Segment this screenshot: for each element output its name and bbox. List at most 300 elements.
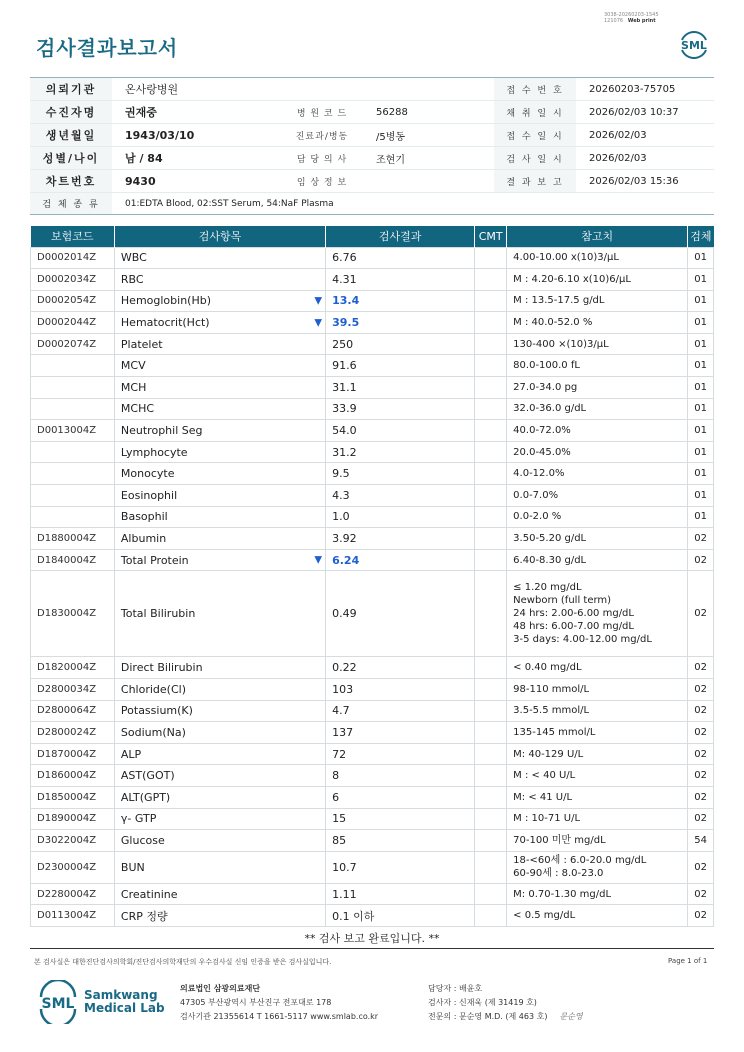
reference-line: 0.0-2.0 % <box>513 511 562 523</box>
cell-result: 6.76 <box>326 247 475 269</box>
reference-line: 60-90세 : 8.0-23.0 <box>513 868 604 880</box>
cell-result: 4.7 <box>326 700 475 722</box>
cell-item <box>114 312 325 334</box>
value-sex-age: 남 / 84 <box>125 152 163 165</box>
cell-cmt <box>475 905 507 927</box>
item-name: Sodium(Na) <box>120 725 186 739</box>
reference-line: 4.00-10.00 x(10)3/μL <box>513 252 619 264</box>
reference-line: 3-5 days: 4.00-12.00 mg/dL <box>513 634 652 646</box>
cell-result: 72 <box>326 743 475 765</box>
cell-specimen: 02 <box>688 743 714 765</box>
cell-reference <box>507 312 688 334</box>
cell-specimen: 01 <box>688 269 714 291</box>
cell-code: D2800064Z <box>31 700 115 722</box>
label-receipt-date: 접 수 일 시 <box>494 124 576 146</box>
cell-code: D1860004Z <box>31 765 115 787</box>
table-row <box>31 786 714 808</box>
cell-cmt <box>475 679 507 701</box>
value-dept: /5병동 <box>376 131 406 143</box>
item-name: Total Protein <box>120 553 189 567</box>
brand-line2: Medical Lab <box>84 1001 165 1015</box>
cell-reference <box>507 528 688 550</box>
item-name: Platelet <box>120 337 163 351</box>
reference-line: 24 hrs: 2.00-6.00 mg/dL <box>513 608 634 620</box>
cell-code: D3022004Z <box>31 830 115 852</box>
cell-code: D2800024Z <box>31 722 115 744</box>
cell-cmt <box>475 441 507 463</box>
cell-reference <box>507 722 688 744</box>
item-name: AST(GOT) <box>120 769 175 783</box>
cell-cmt <box>475 247 507 269</box>
low-flag-icon: ▼ <box>314 554 323 566</box>
item-name: CRP 정량 <box>120 909 168 923</box>
reference-line: ≤ 1.20 mg/dL <box>513 582 582 594</box>
cell-cmt <box>475 485 507 507</box>
cell-reference <box>507 830 688 852</box>
cell-reference <box>507 398 688 420</box>
label-hospital: 의뢰기관 <box>30 78 112 100</box>
cell-code: D1870004Z <box>31 743 115 765</box>
info-row <box>30 78 714 101</box>
cell-result: 39.5 <box>326 312 475 334</box>
cell-result: 0.22 <box>326 657 475 679</box>
item-name: γ- GTP <box>120 812 157 826</box>
cell-code: D2280004Z <box>31 883 115 905</box>
staff-tester: 검사자 : 신재욱 (제 31419 호) <box>428 998 537 1007</box>
label-clinical: 임 상 정 보 <box>296 177 348 188</box>
cell-code: D1880004Z <box>31 528 115 550</box>
cell-specimen: 01 <box>688 441 714 463</box>
cell-result: 54.0 <box>326 420 475 442</box>
cell-specimen: 02 <box>688 722 714 744</box>
cell-reference <box>507 247 688 269</box>
reference-line: < 0.40 mg/dL <box>513 662 582 674</box>
label-receipt-no: 접 수 번 호 <box>494 78 576 100</box>
cell-item <box>114 485 325 507</box>
document-code <box>604 12 659 24</box>
item-name: Albumin <box>120 532 167 546</box>
staff-specialist: 전문의 : 문순영 M.D. (제 463 호) <box>428 1012 548 1021</box>
cell-code: D0002044Z <box>31 312 115 334</box>
cell-code <box>31 398 115 420</box>
cell-reference <box>507 290 688 312</box>
cell-code: D0113004Z <box>31 905 115 927</box>
value-report-date: 2026/02/03 15:36 <box>589 175 679 187</box>
cell-item <box>114 290 325 312</box>
cell-specimen: 54 <box>688 830 714 852</box>
cell-item <box>114 722 325 744</box>
cell-specimen: 01 <box>688 398 714 420</box>
results-table <box>30 226 714 927</box>
cell-reference <box>507 786 688 808</box>
low-flag-icon: ▼ <box>314 295 323 307</box>
table-row <box>31 765 714 787</box>
item-name: MCH <box>120 380 147 394</box>
reference-line: 0.0-7.0% <box>513 489 559 501</box>
table-row <box>31 441 714 463</box>
cell-result: 0.49 <box>326 571 475 657</box>
reference-line: 70-100 미만 mg/dL <box>513 834 606 846</box>
cell-item <box>114 506 325 528</box>
cell-cmt <box>475 808 507 830</box>
cell-item <box>114 765 325 787</box>
item-name: WBC <box>120 251 147 265</box>
print-type: Web print <box>627 18 656 24</box>
cell-cmt <box>475 571 507 657</box>
reference-line: M : 13.5-17.5 g/dL <box>513 295 605 307</box>
sml-footer-logo <box>36 980 80 1024</box>
cell-code <box>31 441 115 463</box>
table-row <box>31 528 714 550</box>
info-row <box>30 193 714 215</box>
certification-note: 본 검사실은 대한진단검사의학회/진단검사의학재단의 우수검사실 신임 인증을 받은 검사실입니다. <box>34 958 332 966</box>
doc-code-line1: 3038-20260203-1545 <box>604 12 659 18</box>
cell-specimen: 01 <box>688 290 714 312</box>
value-specimen: 01:EDTA Blood, 02:SST Serum, 54:NaF Plasma <box>125 198 334 209</box>
reference-line: M : 10-71 U/L <box>513 813 581 825</box>
cell-specimen: 01 <box>688 463 714 485</box>
table-row <box>31 247 714 269</box>
reference-line: M : 40.0-52.0 % <box>513 317 593 329</box>
item-name: Chloride(Cl) <box>120 682 186 696</box>
table-row <box>31 506 714 528</box>
footer-logo-text: SML <box>41 996 75 1012</box>
cell-reference <box>507 506 688 528</box>
cell-cmt <box>475 355 507 377</box>
org-contact: 검사기관 21355614 T 1661-5117 www.smlab.co.kr <box>180 1012 379 1021</box>
cell-item <box>114 247 325 269</box>
table-row <box>31 485 714 507</box>
table-row <box>31 463 714 485</box>
cell-cmt <box>475 506 507 528</box>
cell-cmt <box>475 463 507 485</box>
logo-text: SML <box>681 39 707 52</box>
cell-result: 1.11 <box>326 883 475 905</box>
cell-reference <box>507 743 688 765</box>
item-name: Hemoglobin(Hb) <box>120 294 212 308</box>
cell-reference <box>507 355 688 377</box>
cell-result: 250 <box>326 333 475 355</box>
page-title: 검사결과보고서 <box>36 36 179 60</box>
reference-line: 20.0-45.0% <box>513 446 571 458</box>
sml-logo <box>676 26 712 62</box>
item-name: Eosinophil <box>120 488 178 502</box>
table-row <box>31 883 714 905</box>
cell-reference <box>507 420 688 442</box>
label-birth: 생년월일 <box>30 124 112 146</box>
label-doctor: 담 당 의 사 <box>296 154 348 165</box>
cell-code: D1850004Z <box>31 786 115 808</box>
cell-cmt <box>475 722 507 744</box>
table-row <box>31 377 714 399</box>
item-name: Direct Bilirubin <box>120 661 203 675</box>
cell-specimen: 02 <box>688 883 714 905</box>
cell-code: D1890004Z <box>31 808 115 830</box>
reference-line: 4.0-12.0% <box>513 468 565 480</box>
cell-specimen: 01 <box>688 247 714 269</box>
cell-specimen: 01 <box>688 312 714 334</box>
label-report-date: 결 과 보 고 <box>494 170 576 192</box>
cell-cmt <box>475 700 507 722</box>
table-row <box>31 679 714 701</box>
cell-reference <box>507 851 688 883</box>
cell-code: D0002074Z <box>31 333 115 355</box>
reference-line: M: 40-129 U/L <box>513 748 584 760</box>
cell-cmt <box>475 312 507 334</box>
page-number: Page 1 of 1 <box>668 957 708 965</box>
reference-line: M: < 41 U/L <box>513 791 573 803</box>
reference-line: 27.0-34.0 pg <box>513 381 578 393</box>
cell-result: 137 <box>326 722 475 744</box>
staff-manager: 담당자 : 배윤호 <box>428 984 483 993</box>
reference-line: M: 0.70-1.30 mg/dL <box>513 888 612 900</box>
cell-item <box>114 851 325 883</box>
cell-specimen: 02 <box>688 528 714 550</box>
reference-line: 98-110 mmol/L <box>513 683 590 695</box>
item-name: Lymphocyte <box>120 445 188 459</box>
info-row <box>30 124 714 147</box>
reference-line: M : < 40 U/L <box>513 770 576 782</box>
header-item: 검사항목 <box>114 226 325 247</box>
table-row <box>31 700 714 722</box>
cell-specimen: 01 <box>688 377 714 399</box>
value-hospital-code: 56288 <box>376 106 408 118</box>
cell-result: 3.92 <box>326 528 475 550</box>
item-name: MCHC <box>120 402 155 416</box>
cell-code <box>31 377 115 399</box>
table-row <box>31 657 714 679</box>
cell-item <box>114 679 325 701</box>
cell-cmt <box>475 786 507 808</box>
cell-code: D1820004Z <box>31 657 115 679</box>
cell-reference <box>507 441 688 463</box>
cell-code: D0013004Z <box>31 420 115 442</box>
label-sex-age: 성별/나이 <box>30 147 112 169</box>
cell-code: D2300004Z <box>31 851 115 883</box>
cell-reference <box>507 765 688 787</box>
cell-item <box>114 743 325 765</box>
cell-item <box>114 463 325 485</box>
info-row <box>30 101 714 124</box>
low-flag-icon: ▼ <box>314 317 323 329</box>
cell-reference <box>507 377 688 399</box>
patient-info <box>30 77 714 215</box>
cell-reference <box>507 679 688 701</box>
cell-reference <box>507 808 688 830</box>
table-row <box>31 830 714 852</box>
reference-line: < 0.5 mg/dL <box>513 910 576 922</box>
item-name: Total Bilirubin <box>120 607 196 621</box>
table-row <box>31 571 714 657</box>
label-specimen: 검 체 종 류 <box>30 193 112 214</box>
cell-code: D1840004Z <box>31 549 115 571</box>
value-clinical <box>363 170 494 192</box>
cell-result: 31.2 <box>326 441 475 463</box>
item-name: RBC <box>120 272 144 286</box>
cell-item <box>114 377 325 399</box>
cell-item <box>114 398 325 420</box>
cell-cmt <box>475 765 507 787</box>
cell-result: 31.1 <box>326 377 475 399</box>
footer-staff <box>428 982 583 1024</box>
value-collect-date: 2026/02/03 10:37 <box>589 106 679 118</box>
table-row <box>31 808 714 830</box>
cell-code: D0002054Z <box>31 290 115 312</box>
reference-line: 40.0-72.0% <box>513 425 571 437</box>
cell-specimen: 02 <box>688 851 714 883</box>
reference-line: 3.5-5.5 mmol/L <box>513 705 590 717</box>
reference-line: 6.40-8.30 g/dL <box>513 554 587 566</box>
cell-cmt <box>475 528 507 550</box>
cell-cmt <box>475 398 507 420</box>
signature: 문순영 <box>559 1012 583 1021</box>
value-doctor: 조현기 <box>376 154 405 166</box>
cell-cmt <box>475 883 507 905</box>
info-row <box>30 170 714 193</box>
label-test-date: 검 사 일 시 <box>494 147 576 169</box>
cell-specimen: 02 <box>688 679 714 701</box>
cell-code: D0002034Z <box>31 269 115 291</box>
footer-brand <box>84 989 165 1015</box>
item-name: Monocyte <box>120 467 175 481</box>
header-ref: 참고치 <box>507 226 688 247</box>
cell-item <box>114 905 325 927</box>
label-hospital-code: 병 원 코 드 <box>296 108 348 119</box>
table-row <box>31 549 714 571</box>
cell-reference <box>507 883 688 905</box>
cell-result: 15 <box>326 808 475 830</box>
value-hospital: 온사랑병원 <box>125 83 179 96</box>
cell-specimen: 02 <box>688 549 714 571</box>
cell-specimen: 01 <box>688 506 714 528</box>
cell-result: 0.1 이하 <box>326 905 475 927</box>
cell-code <box>31 355 115 377</box>
cell-result: 6.24 <box>326 549 475 571</box>
cell-cmt <box>475 420 507 442</box>
cell-reference <box>507 333 688 355</box>
cell-code: D1830004Z <box>31 571 115 657</box>
cell-reference <box>507 269 688 291</box>
item-name: ALT(GPT) <box>120 790 171 804</box>
cell-specimen: 02 <box>688 786 714 808</box>
cell-specimen: 01 <box>688 355 714 377</box>
cell-result: 91.6 <box>326 355 475 377</box>
cell-specimen: 01 <box>688 333 714 355</box>
item-name: Hematocrit(Hct) <box>120 316 210 330</box>
reference-line: 80.0-100.0 fL <box>513 360 580 372</box>
cell-code: D2800034Z <box>31 679 115 701</box>
cell-item <box>114 333 325 355</box>
cell-code: D0002014Z <box>31 247 115 269</box>
table-row <box>31 333 714 355</box>
cell-item <box>114 420 325 442</box>
cell-item <box>114 830 325 852</box>
header-specimen: 검체 <box>688 226 714 247</box>
cell-code <box>31 506 115 528</box>
cell-reference <box>507 700 688 722</box>
cell-item <box>114 700 325 722</box>
cell-item <box>114 657 325 679</box>
cell-reference <box>507 549 688 571</box>
item-name: MCV <box>120 359 146 373</box>
cell-cmt <box>475 269 507 291</box>
cell-cmt <box>475 830 507 852</box>
item-name: Potassium(K) <box>120 704 193 718</box>
item-name: BUN <box>120 860 145 874</box>
cell-specimen: 02 <box>688 905 714 927</box>
value-patient: 권재중 <box>125 106 157 119</box>
table-row <box>31 420 714 442</box>
cell-specimen: 02 <box>688 657 714 679</box>
info-row <box>30 147 714 170</box>
table-row <box>31 312 714 334</box>
cell-specimen: 02 <box>688 571 714 657</box>
reference-line: Newborn (full term) <box>513 595 612 607</box>
table-row <box>31 269 714 291</box>
cell-result: 33.9 <box>326 398 475 420</box>
cell-result: 85 <box>326 830 475 852</box>
reference-line: 3.50-5.20 g/dL <box>513 533 587 545</box>
item-name: Glucose <box>120 833 165 847</box>
cell-result: 8 <box>326 765 475 787</box>
item-name: Basophil <box>120 510 168 524</box>
cell-item <box>114 355 325 377</box>
header-code: 보험코드 <box>31 226 115 247</box>
item-name: Creatinine <box>120 887 178 901</box>
brand-line1: Samkwang <box>84 988 158 1002</box>
table-row <box>31 398 714 420</box>
report-complete-text: ** 검사 보고 완료입니다. ** <box>304 932 440 945</box>
label-patient: 수진자명 <box>30 101 112 123</box>
cell-result: 9.5 <box>326 463 475 485</box>
table-row <box>31 905 714 927</box>
cell-result: 103 <box>326 679 475 701</box>
reference-line: 32.0-36.0 g/dL <box>513 403 587 415</box>
cell-specimen: 01 <box>688 420 714 442</box>
label-collect-date: 채 취 일 시 <box>494 101 576 123</box>
cell-item <box>114 808 325 830</box>
table-header <box>31 226 714 247</box>
value-birth: 1943/03/10 <box>125 128 195 142</box>
table-row <box>31 722 714 744</box>
cell-cmt <box>475 333 507 355</box>
header-cmt: CMT <box>475 226 507 247</box>
item-name: Neutrophil Seg <box>120 424 203 438</box>
cell-item <box>114 571 325 657</box>
cell-item <box>114 786 325 808</box>
cell-reference <box>507 485 688 507</box>
header-result: 검사결과 <box>326 226 475 247</box>
cell-item <box>114 883 325 905</box>
table-row <box>31 851 714 883</box>
doc-code-line2: 121076 <box>604 18 624 24</box>
cell-reference <box>507 463 688 485</box>
cell-code <box>31 485 115 507</box>
cell-code <box>31 463 115 485</box>
cell-result: 10.7 <box>326 851 475 883</box>
footer-organization <box>180 982 378 1024</box>
cell-item <box>114 441 325 463</box>
cell-cmt <box>475 549 507 571</box>
cell-cmt <box>475 290 507 312</box>
org-address: 47305 부산광역시 부산진구 전포대로 178 <box>180 998 332 1007</box>
cell-reference <box>507 571 688 657</box>
cell-result: 4.31 <box>326 269 475 291</box>
reference-line: 48 hrs: 6.00-7.00 mg/dL <box>513 621 634 633</box>
label-chart: 차트번호 <box>30 170 112 192</box>
table-row <box>31 355 714 377</box>
value-receipt-no: 20260203-75705 <box>589 83 676 95</box>
